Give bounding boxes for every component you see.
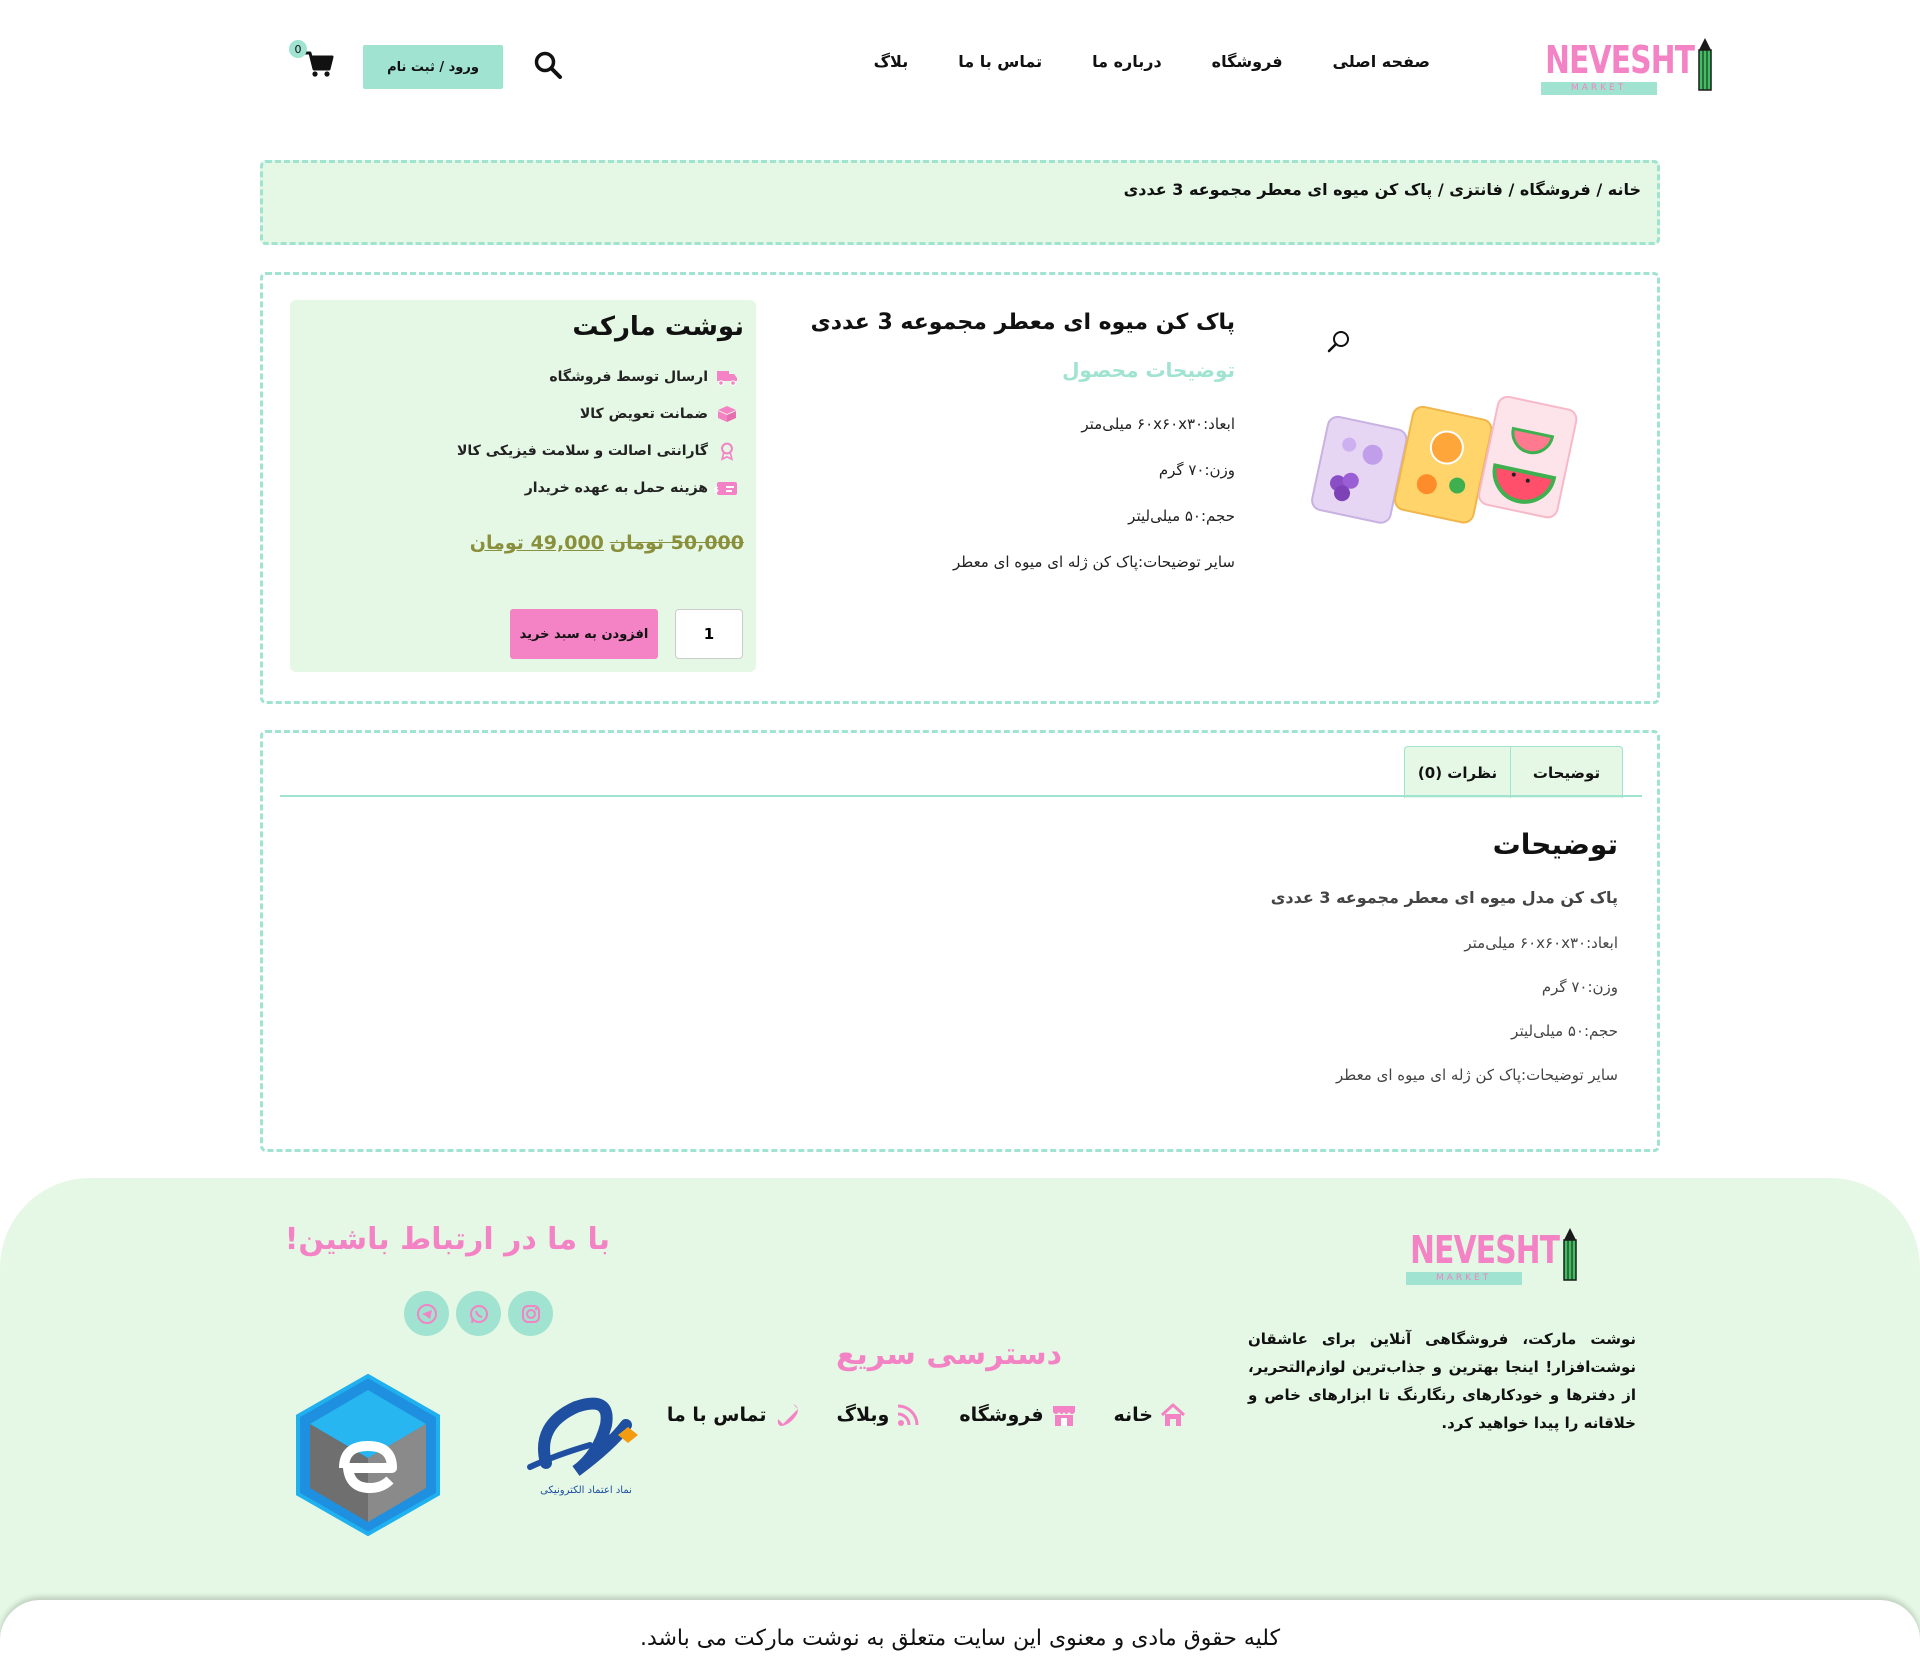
logo-tagline: MARKET: [1541, 82, 1657, 95]
nav-blog[interactable]: بلاگ: [873, 52, 909, 71]
site-header: [0, 0, 1920, 130]
sale-price: 49,000 تومان: [469, 532, 604, 554]
copyright-bar: [0, 1600, 1920, 1677]
product-detail-dimensions: ابعاد:۶۰x۶۰x۳۰ میلی‌متر: [1081, 415, 1235, 433]
search-icon[interactable]: [533, 50, 563, 80]
truck-icon: [716, 368, 738, 386]
footer-logo[interactable]: [1368, 1228, 1577, 1285]
feature-exchange-label: ضمانت تعویض کالا: [579, 406, 708, 422]
login-register-button[interactable]: ورود / ثبت نام: [363, 45, 503, 89]
feature-shipping-label: ارسال توسط فروشگاه: [549, 369, 708, 385]
quick-link-shop[interactable]: [959, 1402, 1077, 1428]
product-image[interactable]: [1320, 395, 1605, 555]
feature-shipping-cost-label: هزینه حمل به عهده خریدار: [524, 480, 708, 496]
breadcrumb-container: [260, 160, 1660, 245]
description-line: ابعاد:۶۰x۶۰x۳۰ میلی‌متر: [1464, 934, 1618, 952]
quick-access-title: دسترسی سریع: [835, 1337, 1062, 1372]
telegram-button[interactable]: [404, 1291, 449, 1336]
feature-shipping: [549, 368, 738, 386]
money-icon: [713, 479, 738, 497]
product-detail-other: سایر توضیحات:پاک کن ژله ای میوه ای معطر: [952, 553, 1235, 571]
feature-exchange: [580, 405, 738, 423]
quick-link-contact[interactable]: [667, 1402, 801, 1428]
logo-tagline: MARKET: [1406, 1272, 1522, 1285]
enamad-label: نماد اعتماد الکترونیکی: [540, 1485, 632, 1496]
product-desc-heading: توضیحات محصول: [1062, 358, 1235, 382]
telegram-icon: [416, 1303, 438, 1325]
nav-about[interactable]: درباره ما: [1092, 52, 1162, 71]
quick-link-home[interactable]: [1114, 1402, 1187, 1428]
feature-warranty: [457, 442, 738, 460]
add-to-cart-button[interactable]: افزودن به سبد خرید: [510, 609, 658, 659]
zoom-icon[interactable]: [1326, 328, 1352, 354]
quantity-input[interactable]: [675, 609, 743, 659]
purchase-panel: [290, 300, 756, 672]
enamad-trust-badge[interactable]: [516, 1385, 656, 1505]
whatsapp-button[interactable]: [456, 1291, 501, 1336]
pencil-icon: [1563, 1228, 1577, 1284]
header-logo[interactable]: [1503, 38, 1712, 95]
home-icon: [1159, 1402, 1187, 1428]
pencil-icon: [1698, 38, 1712, 94]
footer-about-text: نوشت مارکت، فروشگاهی آنلاین برای عاشقان نوشت‌افزار! اینجا بهترین و جذاب‌ترین لوازم‌التحریر، از دفترها و خودکارهای رنگارنگ تا ابزارهای خاص و خلاقانه را پیدا خواهید کرد.: [1248, 1330, 1636, 1432]
rss-icon: [895, 1402, 923, 1428]
tab-description[interactable]: توضیحات: [1510, 746, 1623, 798]
description-title: توضیحات: [1492, 828, 1618, 861]
description-line: وزن:۷۰ گرم: [1541, 978, 1618, 996]
social-links: [404, 1291, 553, 1336]
old-price: 50,000 تومان: [609, 532, 744, 554]
store-icon: [1050, 1402, 1078, 1428]
product-title: پاک کن میوه ای معطر مجموعه 3 عددی: [810, 310, 1235, 335]
feature-warranty-label: گارانتی اصالت و سلامت فیزیکی کالا: [457, 443, 708, 459]
description-subtitle: پاک کن مدل میوه ای معطر مجموعه 3 عددی: [1270, 888, 1618, 907]
logo-wordmark: NEVESHT: [1545, 38, 1695, 82]
logo-wordmark: NEVESHT: [1410, 1228, 1560, 1272]
copyright-text: کلیه حقوق مادی و معنوی این سایت متعلق به نوشت مارکت می باشد.: [639, 1626, 1281, 1651]
cart-count-badge: 0: [289, 40, 307, 58]
quick-link-home-label: خانه: [1113, 1404, 1153, 1426]
award-icon: [716, 442, 738, 460]
nav-shop[interactable]: فروشگاه: [1211, 52, 1283, 71]
contact-us-title: با ما در ارتباط باشین!: [284, 1222, 610, 1257]
box-icon: [716, 405, 738, 423]
product-detail-weight: وزن:۷۰ گرم: [1158, 461, 1235, 479]
quick-link-shop-label: فروشگاه: [959, 1404, 1044, 1426]
purchase-panel-title: نوشت مارکت: [572, 312, 744, 342]
quick-links: [667, 1402, 1187, 1428]
instagram-icon: [520, 1303, 542, 1325]
tab-reviews[interactable]: نظرات (0): [1404, 746, 1511, 798]
quick-link-contact-label: تماس با ما: [666, 1404, 767, 1426]
instagram-button[interactable]: [508, 1291, 553, 1336]
description-line: حجم:۵۰ میلی‌لیتر: [1511, 1022, 1618, 1040]
quick-link-blog[interactable]: [837, 1402, 924, 1428]
cart-icon[interactable]: [303, 48, 335, 80]
quick-link-blog-label: وبلاگ: [836, 1404, 890, 1426]
price: [470, 532, 744, 554]
description-line: سایر توضیحات:پاک کن ژله ای میوه ای معطر: [1335, 1066, 1618, 1084]
main-nav: [874, 52, 1430, 71]
nav-contact[interactable]: تماس با ما: [958, 52, 1043, 71]
svg-text:$: $: [713, 485, 719, 494]
tabs-divider: [280, 795, 1642, 797]
breadcrumb[interactable]: خانه / فروشگاه / فانتزی / پاک کن میوه ای معطر مجموعه 3 عددی: [1123, 180, 1641, 199]
phone-icon: [773, 1402, 801, 1428]
whatsapp-icon: [468, 1303, 490, 1325]
e-certificate-badge[interactable]: [294, 1372, 442, 1537]
feature-shipping-cost: [525, 479, 738, 497]
product-detail-volume: حجم:۵۰ میلی‌لیتر: [1128, 507, 1235, 525]
nav-home[interactable]: صفحه اصلی: [1332, 52, 1430, 71]
